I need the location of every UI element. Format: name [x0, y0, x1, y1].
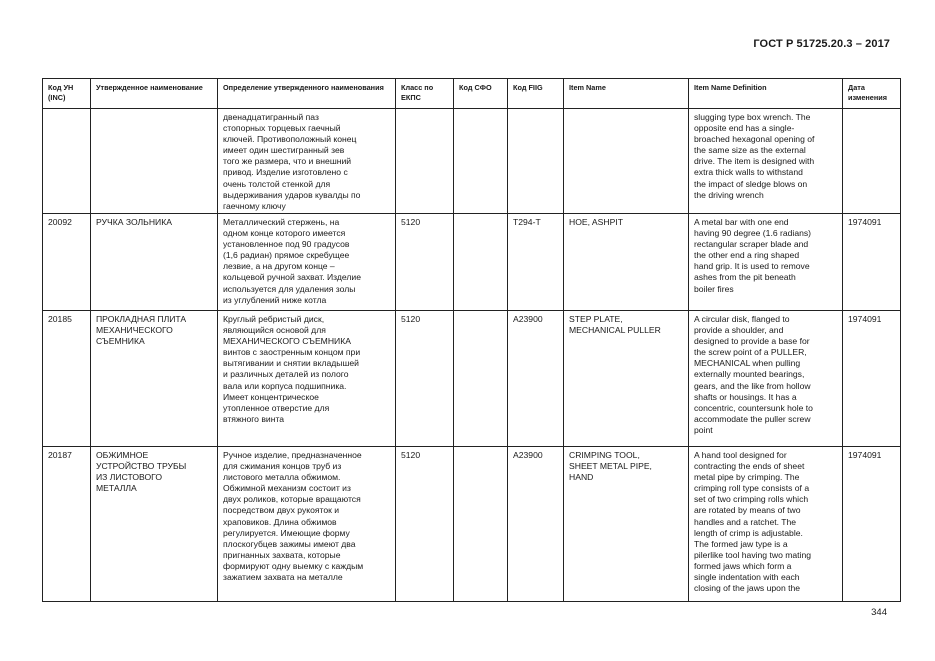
- cell-item-definition: A metal bar with one end having 90 degree (1.6 radians) rectangular scraper blade and the other end a ring shaped hand grip. It is used to remove ashes from the pit beneath boiler fires: [689, 214, 843, 311]
- table-header-row: [43, 79, 901, 109]
- cell-definition-ru: Круглый ребристый диск, являющийся основой для МЕХАНИЧЕСКОГО СЪЕМНИКА винтов с заостренным концом при вытягивании и снятии вкладышей и различных деталей из полого вала или корпуса подшипника. Имеет концентрическое утопленное отверстие для втяжного винта: [218, 311, 396, 447]
- cell-item-name: STEP PLATE, MECHANICAL PULLER: [564, 311, 689, 447]
- cell-date: [843, 109, 901, 214]
- cell-item-name: HOE, ASHPIT: [564, 214, 689, 311]
- cell-name-ru: ПРОКЛАДНАЯ ПЛИТА МЕХАНИЧЕСКОГО СЪЕМНИКА: [91, 311, 218, 447]
- cell-item-definition: A hand tool designed for contracting the ends of sheet metal pipe by crimping. The crimping roll type consists of a set of two crimping rolls which are rotated by means of two handles and a ratchet. The length of crimp is adjustable. The formed jaw type is a pilerlike tool having two mating formed jaws which form a single indentation with each closing of the jaws upon the: [689, 447, 843, 602]
- cell-inc: 20187: [43, 447, 91, 602]
- cell-ekps: 5120: [396, 311, 454, 447]
- cell-inc: [43, 109, 91, 214]
- cell-fiig: A23900: [508, 311, 564, 447]
- cell-definition-ru: Ручное изделие, предназначенное для сжимания концов труб из листового металла обжимом. Обжимной механизм состоит из двух роликов, которые вращаются посредством двух рукояток и храповиков. Длина обжимов регулируется. Имеющие форму плоскогубцев зажимы имеют два пригнанных захвата, которые формируют одну выемку с каждым зажатием захвата на металле: [218, 447, 396, 602]
- cell-fiig: A23900: [508, 447, 564, 602]
- cell-item-definition: slugging type box wrench. The opposite end has a single- broached hexagonal opening of the same size as the external drive. The item is designed with extra thick walls to withstand the impact of sledge blows on the driving wrench: [689, 109, 843, 214]
- cell-ekps: 5120: [396, 214, 454, 311]
- cell-sfo: [454, 109, 508, 214]
- cell-definition-ru: двенадцатигранный паз стопорных торцевых гаечный ключей. Противоположный конец имеет один шестигранный зев того же размера, что и внешний привод. Изделие изготовлено с очень толстой стенкой для выдерживания ударов кувалды по гаечному ключу: [218, 109, 396, 214]
- cell-item-name: CRIMPING TOOL, SHEET METAL PIPE, HAND: [564, 447, 689, 602]
- cell-name-ru: [91, 109, 218, 214]
- cell-name-ru: ОБЖИМНОЕ УСТРОЙСТВО ТРУБЫ ИЗ ЛИСТОВОГО МЕТАЛЛА: [91, 447, 218, 602]
- header-sfo: Код СФО: [454, 79, 508, 109]
- cell-item-definition: A circular disk, flanged to provide a shoulder, and designed to provide a base for the screw point of a PULLER, MECHANICAL when pulling externally mounted bearings, gears, and the like from hollow shafts or housings. It has a concentric, countersunk hole to accommodate the puller screw point: [689, 311, 843, 447]
- cell-item-name: [564, 109, 689, 214]
- header-definition-ru: Определение утвержденного наименования: [218, 79, 396, 109]
- header-item-name: Item Name: [564, 79, 689, 109]
- cell-fiig: T294-T: [508, 214, 564, 311]
- document-code: ГОСТ Р 51725.20.3 – 2017: [753, 38, 890, 50]
- cell-date: 1974091: [843, 214, 901, 311]
- page-number: 344: [871, 607, 887, 618]
- cell-date: 1974091: [843, 447, 901, 602]
- cell-inc: 20185: [43, 311, 91, 447]
- table-row: [43, 311, 901, 447]
- cell-definition-ru: Металлический стержень, на одном конце которого имеется установленное под 90 градусов (1,6 радиан) прямое скребущее лезвие, а на другом конце – кольцевой ручной захват. Изделие используется для удаления золы из углублений ниже котла: [218, 214, 396, 311]
- header-name-ru: Утвержденное наименование: [91, 79, 218, 109]
- cell-sfo: [454, 447, 508, 602]
- cell-date: 1974091: [843, 311, 901, 447]
- cell-sfo: [454, 214, 508, 311]
- cell-ekps: [396, 109, 454, 214]
- cell-fiig: [508, 109, 564, 214]
- cell-inc: 20092: [43, 214, 91, 311]
- table-row: [43, 109, 901, 214]
- header-inc: Код УН (INC): [43, 79, 91, 109]
- cell-sfo: [454, 311, 508, 447]
- header-date: Дата изменения: [843, 79, 901, 109]
- table-row: [43, 447, 901, 602]
- header-fiig: Код FIIG: [508, 79, 564, 109]
- cell-ekps: 5120: [396, 447, 454, 602]
- header-ekps: Класс по ЕКПС: [396, 79, 454, 109]
- cell-name-ru: РУЧКА ЗОЛЬНИКА: [91, 214, 218, 311]
- catalog-table: [42, 78, 901, 602]
- table-row: [43, 214, 901, 311]
- header-item-definition: Item Name Definition: [689, 79, 843, 109]
